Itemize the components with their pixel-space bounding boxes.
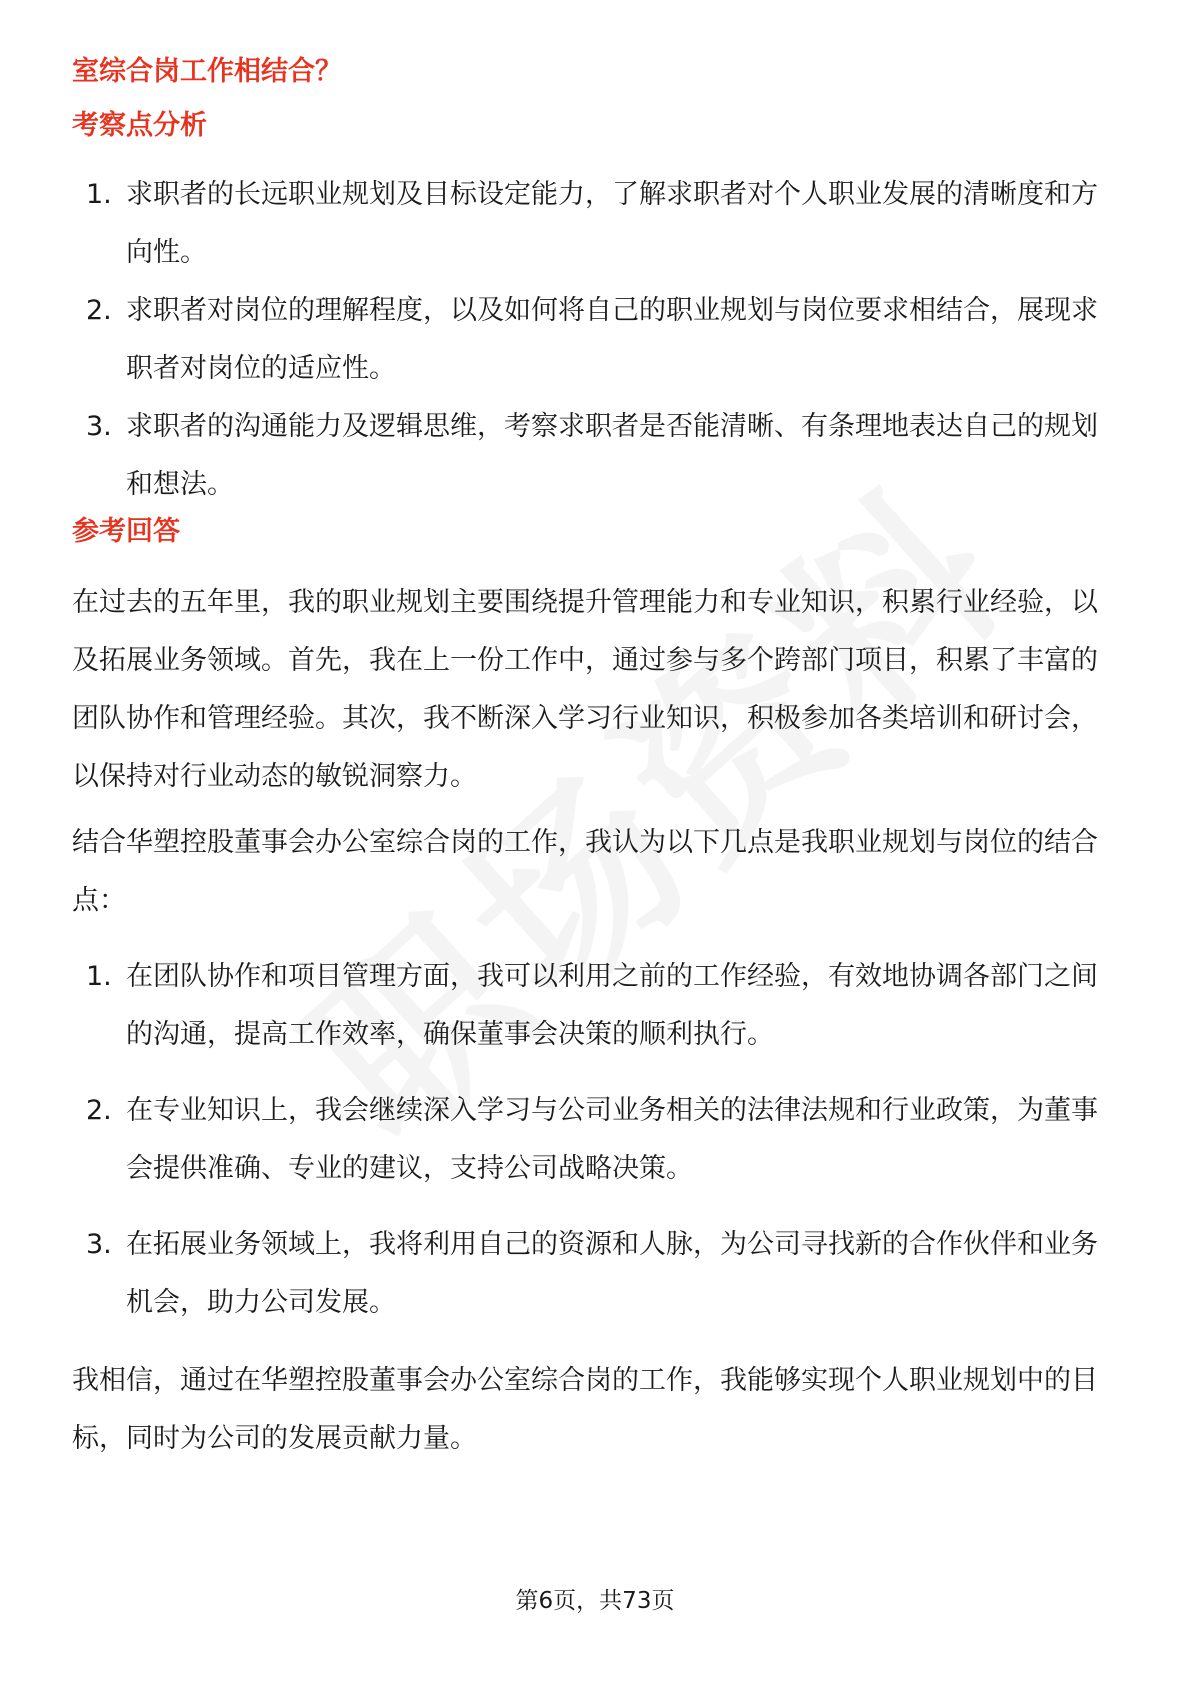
list-item-text: 在专业知识上，我会继续深入学习与公司业务相关的法律法规和行业政策，为董事会提供准确、专业的建议，支持公司战略决策。 (126, 1095, 1098, 1184)
list-number: 3. (86, 411, 112, 442)
list-number: 2. (86, 1095, 112, 1126)
page-number-footer: 第6页，共73页 (515, 1588, 675, 1614)
answer-paragraph-2: 结合华塑控股董事会办公室综合岗的工作，我认为以下几点是我职业规划与岗位的结合点： (72, 827, 1098, 916)
list-number: 3. (86, 1229, 112, 1260)
list-item (72, 282, 1122, 398)
list-item (72, 1216, 1122, 1332)
question-tail-heading: 室综合岗工作相结合？ (72, 56, 342, 87)
answer-list (72, 948, 1122, 1332)
answer-paragraph-1: 在过去的五年里，我的职业规划主要围绕提升管理能力和专业知识，积累行业经验，以及拓展业务领域。首先，我在上一份工作中，通过参与多个跨部门项目，积累了丰富的团队协作和管理经验。其次，我不断深入学习行业知识，积极参加各类培训和研讨会，以保持对行业动态的敏锐洞察力。 (72, 587, 1098, 792)
list-item-text: 求职者的长远职业规划及目标设定能力，了解求职者对个人职业发展的清晰度和方向性。 (126, 179, 1098, 268)
list-number: 2. (86, 295, 112, 326)
list-number: 1. (86, 179, 112, 210)
list-item (72, 1082, 1122, 1198)
list-item-text: 在拓展业务领域上，我将利用自己的资源和人脉，为公司寻找新的合作伙伴和业务机会，助力公司发展。 (126, 1229, 1098, 1318)
analysis-list (72, 166, 1122, 514)
list-item (72, 948, 1122, 1064)
list-item-text: 在团队协作和项目管理方面，我可以利用之前的工作经验，有效地协调各部门之间的沟通，提高工作效率，确保董事会决策的顺利执行。 (126, 961, 1098, 1050)
answer-paragraph-3: 我相信，通过在华塑控股董事会办公室综合岗的工作，我能够实现个人职业规划中的目标，同时为公司的发展贡献力量。 (72, 1365, 1098, 1454)
analysis-heading: 考察点分析 (72, 110, 207, 141)
list-number: 1. (86, 961, 112, 992)
list-item-text: 求职者的沟通能力及逻辑思维，考察求职者是否能清晰、有条理地表达自己的规划和想法。 (126, 411, 1098, 500)
list-item-text: 求职者对岗位的理解程度，以及如何将自己的职业规划与岗位要求相结合，展现求职者对岗位的适应性。 (126, 295, 1098, 384)
list-item (72, 398, 1122, 514)
list-item (72, 166, 1122, 282)
answer-heading: 参考回答 (72, 516, 180, 547)
